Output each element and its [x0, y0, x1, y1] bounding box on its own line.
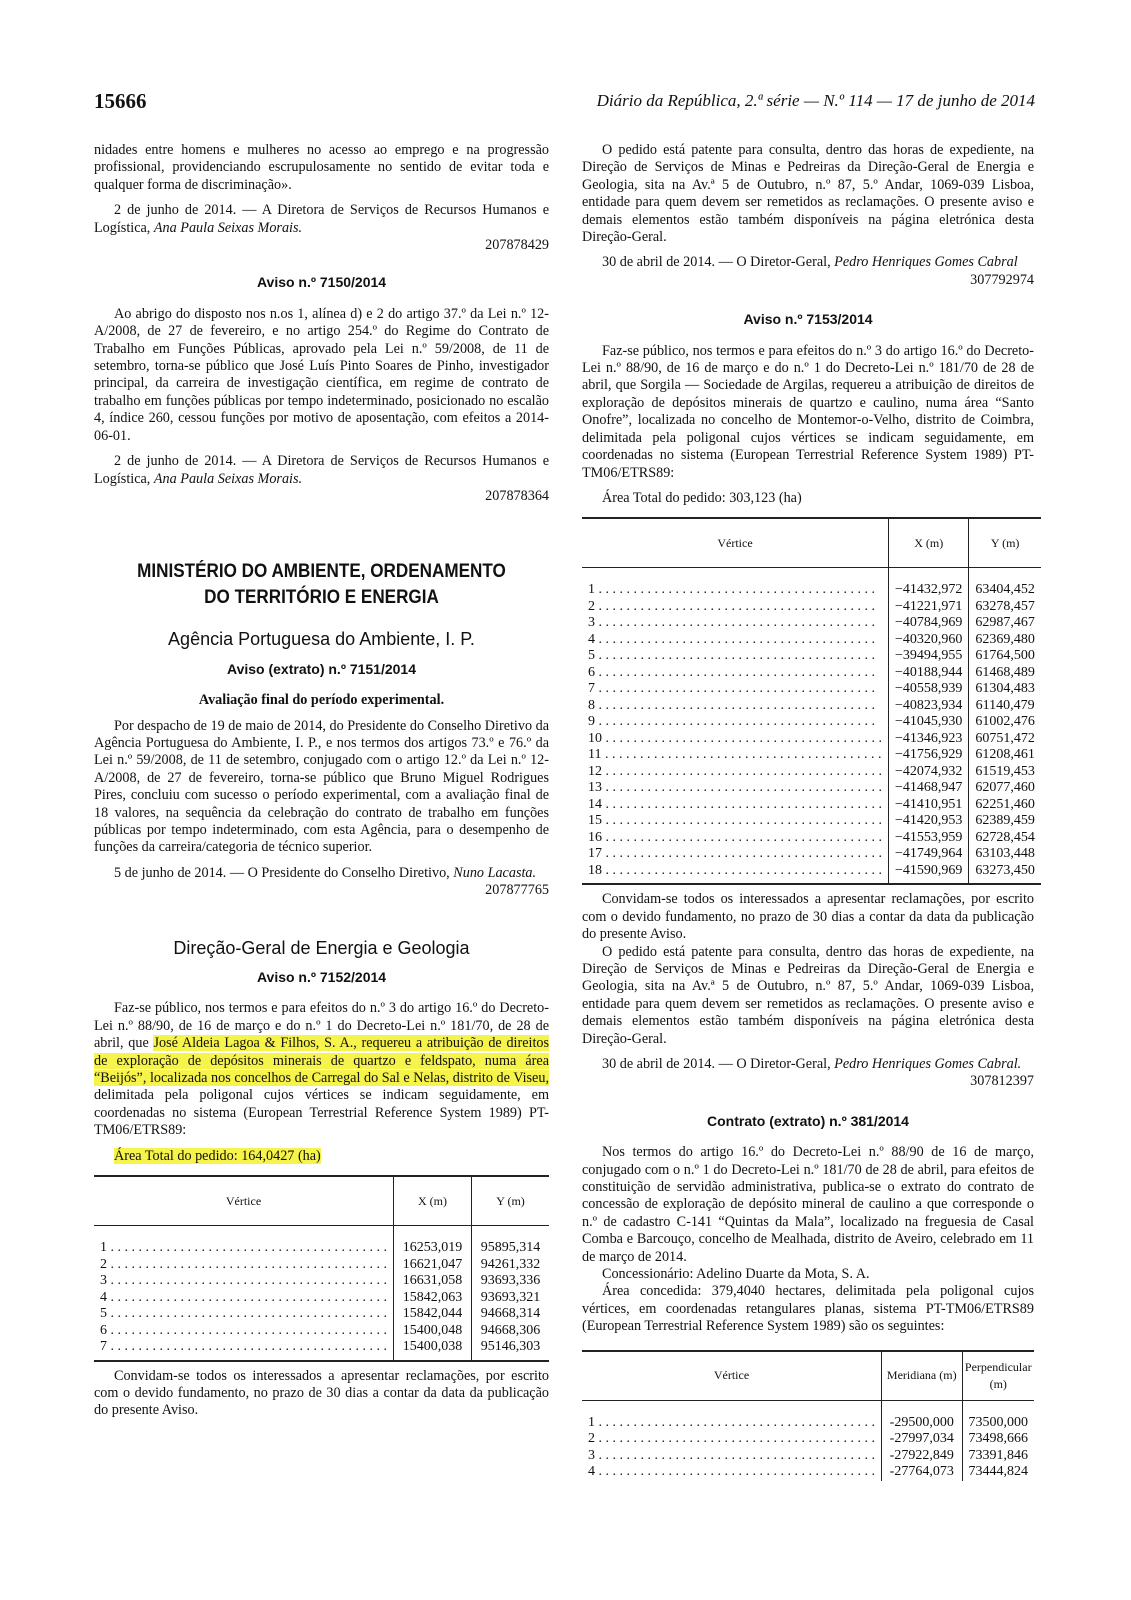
coord-table-7152 [94, 1175, 549, 1362]
vertex-number: 2 [100, 1256, 107, 1272]
table-row [582, 615, 1041, 632]
aviso-7153-body: Faz-se público, nos termos e para efeitos do n.º 3 do artigo 16.º do Decreto-Lei n.º 88/90, de 16 de março e do n.º 1 do Decreto-Lei n.º 181/70 de 28 de abril, que Sorgila — Sociedade de Argilas, requereu a atribuição de direitos de exploração de depósitos minerais de quartzo e caulino, numa área “Santo Onofre”, localizada no concelho de Montemor-o-Velho, distrito de Coimbra, delimitada pela poligonal cujos vértices se indicam seguidamente, em coordenadas no sistema (European Terrestrial Reference System 1989) PT-TM06/ETRS89: [582, 342, 1034, 481]
col-header: Perpendicular (m) [962, 1351, 1034, 1401]
left-column [94, 142, 549, 1420]
x-cell: 16253,019 [394, 1240, 472, 1257]
x-cell: −41590,969 [889, 863, 969, 885]
x-cell: −40823,934 [889, 698, 969, 715]
aviso-7151-title: Aviso (extrato) n.º 7151/2014 [226, 660, 416, 677]
signature [582, 254, 1034, 271]
aviso-7151-body: Por despacho de 19 de maio de 2014, do Presidente do Conselho Diretivo da Agência Portuguesa do Ambiente, I. P., e nos termos dos artigos 73.º e 76.º da Lei n.º 59/2008, de 11 de setembro, conjugado com o artigo 12.º da Lei n.º 12-A/2008, de 27 de fevereiro, torna-se público que Bruno Miguel Rodrigues Pires, concluiu com sucesso o período experimental, com a avaliação final de 18 valores, na sequência da celebração do contrato de trabalho em funções públicas por tempo indeterminado, com esta Agência, para o desempenho de funções da carreira/categoria de técnico superior. [94, 717, 549, 856]
x-cell: −41221,971 [889, 599, 969, 616]
x-cell: −41756,929 [889, 747, 969, 764]
table-row [94, 1339, 549, 1361]
x-cell: -27922,849 [882, 1448, 963, 1465]
aviso-7153-title: Aviso n.º 7153/2014 [743, 311, 873, 328]
vertex-number: 13 [588, 780, 602, 796]
doc-code: 207878429 [485, 237, 549, 254]
ministry-heading [117, 559, 527, 611]
vertex-cell: 4 . . . . . . . . . . . . . . . . . . . . . . . . . . . . . . . . . . . . . . . . [582, 1464, 882, 1481]
y-cell: 61468,489 [975, 664, 1035, 680]
x-cell: 15400,038 [394, 1339, 472, 1361]
table-row [582, 846, 1041, 863]
vertex-cell: 4 . . . . . . . . . . . . . . . . . . . . . . . . . . . . . . . . . . . . . . . . [582, 632, 889, 649]
contrato-body: Nos termos do artigo 16.º do Decreto-Lei n.º 88/90 de 16 de março, conjugado com o n.º 1 do Decreto-Lei n.º 181/70 de 28 de abril, para efeitos de constituição de servidão administrativa, publica-se o extrato do contrato de concessão de exploração de depósito mineral de caulino a que corresponde o n.º de cadastro C-141 “Quintas da Mala”, localizado na freguesia de Casal Comba e Barcouço, concelho de Mealhada, distrito de Aveiro, celebrado em 11 de março de 2014. [582, 1144, 1034, 1265]
y-cell: 62369,480 [975, 631, 1035, 647]
x-cell: −40188,944 [889, 665, 969, 682]
y-cell: 73498,666 [968, 1431, 1028, 1447]
y-cell: 62987,467 [975, 615, 1035, 631]
y-cell: 61002,476 [975, 714, 1035, 730]
y-cell: 62077,460 [975, 780, 1035, 796]
y-cell: 73500,000 [968, 1414, 1028, 1430]
signature-name: Ana Paula Seixas Morais. [153, 470, 303, 487]
vertex-cell: 1 . . . . . . . . . . . . . . . . . . . . . . . . . . . . . . . . . . . . . . . . [582, 1415, 882, 1432]
vertex-cell: 13 . . . . . . . . . . . . . . . . . . . . . . . . . . . . . . . . . . . . . . . . [582, 780, 889, 797]
y-cell: 95895,314 [480, 1240, 541, 1256]
vertex-cell: 6 . . . . . . . . . . . . . . . . . . . . . . . . . . . . . . . . . . . . . . . . [94, 1323, 394, 1340]
table-row [582, 632, 1041, 649]
signature-date: 5 de junho de 2014. — O Presidente do Conselho Diretivo, [114, 864, 454, 881]
y-cell: 95146,303 [472, 1339, 549, 1361]
contrato-area: Área concedida: 379,4040 hectares, delimitada pela poligonal cujos vértices, em coordenadas retangulares planas, sistema PT-TM06/ETRS89 (European Terrestrial Reference System 1989) são os seguintes: [582, 1283, 1034, 1335]
table-row [582, 1464, 1034, 1481]
signature [94, 202, 549, 237]
table-row [582, 1431, 1034, 1448]
x-cell: −41432,972 [889, 582, 969, 599]
aviso-7153-area: Área Total do pedido: 303,123 (ha) [602, 489, 802, 506]
x-cell: −41410,951 [889, 797, 969, 814]
y-cell: 63278,457 [975, 598, 1035, 614]
contrato-concessionario: Concessionário: Adelino Duarte da Mota, S. A. [602, 1266, 870, 1283]
vertex-number: 8 [588, 697, 595, 713]
x-cell: −41468,947 [889, 780, 969, 797]
signature-date: 2 de junho de 2014. — A Diretora de Serviços de Recursos Humanos e Logística, [94, 202, 549, 236]
aviso-7151-subtitle: Avaliação final do período experimental. [198, 692, 445, 709]
table-row [582, 698, 1041, 715]
vertex-number: 4 [100, 1289, 107, 1305]
aviso-7152-closing: Convidam-se todos os interessados a apresentar reclamações, por escrito com o devido fundamento, no prazo de 30 dias a contar da data da publicação do presente Aviso. [94, 1367, 549, 1419]
ministry-line: MINISTÉRIO DO AMBIENTE, ORDENAMENTO [137, 561, 506, 583]
x-cell: −42074,932 [889, 764, 969, 781]
vertex-cell: 5 . . . . . . . . . . . . . . . . . . . . . . . . . . . . . . . . . . . . . . . . [582, 648, 889, 665]
y-cell: 73444,824 [968, 1464, 1028, 1480]
highlighted-area: Área Total do pedido: 164,0427 (ha) [114, 1147, 321, 1164]
table-row [582, 665, 1041, 682]
x-cell: -27764,073 [882, 1464, 963, 1481]
vertex-cell: 7 . . . . . . . . . . . . . . . . . . . . . . . . . . . . . . . . . . . . . . . . [582, 681, 889, 698]
table-row [94, 1290, 549, 1307]
col-header: Vértice [582, 1351, 882, 1401]
signature [582, 1056, 1034, 1073]
col-header: Vértice [582, 518, 889, 568]
vertex-number: 1 [588, 1414, 595, 1430]
vertex-cell: 2 . . . . . . . . . . . . . . . . . . . . . . . . . . . . . . . . . . . . . . . . [94, 1257, 394, 1274]
y-cell: 61519,453 [975, 763, 1035, 779]
y-cell: 63404,452 [975, 582, 1035, 598]
vertex-number: 6 [588, 664, 595, 680]
vertex-cell: 9 . . . . . . . . . . . . . . . . . . . . . . . . . . . . . . . . . . . . . . . . [582, 714, 889, 731]
aviso-7150-title: Aviso n.º 7150/2014 [256, 274, 387, 291]
x-cell: 15842,044 [394, 1306, 472, 1323]
body-text: Faz-se público, nos termos e para efeitos do n.º 3 do artigo 16.º do Decreto-Lei n.º 88/90, de 16 de março e do n.º 1 do Decreto-Lei n.º 181/70, de 28 de abril, que [94, 1000, 549, 1052]
y-cell: 61140,479 [975, 697, 1035, 713]
table-row [582, 747, 1041, 764]
table-row [582, 1415, 1034, 1432]
signature-date: 30 de abril de 2014. — O Diretor-Geral, [602, 254, 835, 271]
page-number: 15666 [94, 89, 147, 113]
y-cell: 62728,454 [975, 829, 1035, 845]
x-cell: −41749,964 [889, 846, 969, 863]
x-cell: −41045,930 [889, 714, 969, 731]
table-row [582, 681, 1041, 698]
vertex-cell: 3 . . . . . . . . . . . . . . . . . . . . . . . . . . . . . . . . . . . . . . . . [582, 615, 889, 632]
table-row [94, 1306, 549, 1323]
table-row [582, 731, 1041, 748]
vertex-cell: 16 . . . . . . . . . . . . . . . . . . . . . . . . . . . . . . . . . . . . . . . . [582, 830, 889, 847]
y-cell: 93693,336 [480, 1273, 541, 1289]
consultation-paragraph: O pedido está patente para consulta, dentro das horas de expediente, na Direção de Serviços de Minas e Pedreiras da Direção-Geral de Energia e Geologia, sita na Av.ª 5 de Outubro, n.º 87, 5.º Andar, 1069-039 Lisboa, entidade para quem devem ser remetidos as reclamações. O presente aviso e demais elementos estão também disponíveis na página eletrónica desta Direção-Geral. [582, 943, 1034, 1047]
vertex-number: 4 [588, 631, 595, 647]
highlighted-text: José Aldeia Lagoa & Filhos, S. A., requereu a atribuição de direitos de exploração de depósitos minerais de quartzo e feldspato, numa área “Beijós”, localizada nos concelhos de Carregal do Sal e Nelas, distrito de Viseu, [94, 1035, 550, 1087]
vertex-number: 11 [588, 747, 602, 763]
col-header: Y (m) [969, 518, 1041, 568]
vertex-number: 12 [588, 763, 602, 779]
col-header: X (m) [889, 518, 969, 568]
vertex-cell: 14 . . . . . . . . . . . . . . . . . . . . . . . . . . . . . . . . . . . . . . . . [582, 797, 889, 814]
col-header: Meridiana (m) [882, 1351, 963, 1401]
y-cell: 94668,306 [480, 1322, 541, 1338]
vertex-number: 2 [588, 1431, 595, 1447]
vertex-number: 10 [588, 730, 602, 746]
table-row [582, 714, 1041, 731]
x-cell: 16631,058 [394, 1273, 472, 1290]
table-row [94, 1323, 549, 1340]
y-cell: 94668,314 [480, 1306, 541, 1322]
signature [94, 865, 549, 882]
vertex-number: 2 [588, 598, 595, 614]
vertex-number: 5 [588, 648, 595, 664]
x-cell: 15842,063 [394, 1290, 472, 1307]
body-text: delimitada pela poligonal cujos vértices se indicam seguidamente, em coordenadas no sistema (European Terrestrial Reference System 1989) PT-TM06/ETRS89: [94, 1087, 549, 1139]
y-cell: 63103,448 [975, 846, 1035, 862]
table-row [94, 1273, 549, 1290]
y-cell: 62389,459 [975, 813, 1035, 829]
x-cell: −39494,955 [889, 648, 969, 665]
x-cell: 15400,048 [394, 1323, 472, 1340]
signature-name: Ana Paula Seixas Morais. [153, 219, 303, 236]
vertex-cell: 12 . . . . . . . . . . . . . . . . . . . . . . . . . . . . . . . . . . . . . . . . [582, 764, 889, 781]
table-row [582, 863, 1041, 885]
vertex-number: 9 [588, 714, 595, 730]
vertex-number: 16 [588, 829, 602, 845]
vertex-cell: 4 . . . . . . . . . . . . . . . . . . . . . . . . . . . . . . . . . . . . . . . . [94, 1290, 394, 1307]
vertex-cell: 3 . . . . . . . . . . . . . . . . . . . . . . . . . . . . . . . . . . . . . . . . [582, 1448, 882, 1465]
y-cell: 61764,500 [975, 648, 1035, 664]
vertex-number: 3 [100, 1273, 107, 1289]
y-cell: 73391,846 [968, 1447, 1028, 1463]
consultation-paragraph: O pedido está patente para consulta, dentro das horas de expediente, na Direção de Serviços de Minas e Pedreiras da Direção-Geral de Energia e Geologia, sita na Av.ª 5 de Outubro, n.º 87, 5.º Andar, 1069-039 Lisboa, entidade para quem devem ser remetidos as reclamações. O presente aviso e demais elementos estão também disponíveis na página eletrónica desta Direção-Geral. [582, 142, 1034, 246]
y-cell: 61304,483 [975, 681, 1035, 697]
x-cell: −41553,959 [889, 830, 969, 847]
table-row [582, 582, 1041, 599]
col-header: Vértice [94, 1176, 394, 1226]
vertex-number: 3 [588, 1447, 595, 1463]
vertex-cell: 6 . . . . . . . . . . . . . . . . . . . . . . . . . . . . . . . . . . . . . . . . [582, 665, 889, 682]
x-cell: -27997,034 [882, 1431, 963, 1448]
ministry-line: DO TERRITÓRIO E ENERGIA [204, 587, 439, 609]
agency-heading: Agência Portuguesa do Ambiente, I. P. [168, 629, 475, 650]
doc-code: 207878364 [485, 487, 549, 504]
journal-header: Diário da República, 2.ª série — N.º 114 — 17 de junho de 2014 [596, 91, 1035, 110]
x-cell: −40558,939 [889, 681, 969, 698]
vertex-number: 1 [588, 582, 595, 598]
vertex-cell: 11 . . . . . . . . . . . . . . . . . . . . . . . . . . . . . . . . . . . . . . . . [582, 747, 889, 764]
vertex-number: 4 [588, 1464, 595, 1480]
vertex-number: 5 [100, 1306, 107, 1322]
coord-table-7153 [582, 517, 1041, 885]
aviso-7152-area [94, 1148, 549, 1165]
aviso-7152-title: Aviso n.º 7152/2014 [256, 969, 387, 985]
vertex-cell: 10 . . . . . . . . . . . . . . . . . . . . . . . . . . . . . . . . . . . . . . . . [582, 731, 889, 748]
table-row [582, 830, 1041, 847]
vertex-number: 1 [100, 1240, 107, 1256]
x-cell: 16621,047 [394, 1257, 472, 1274]
col-header: X (m) [394, 1176, 472, 1226]
vertex-cell: 7 . . . . . . . . . . . . . . . . . . . . . . . . . . . . . . . . . . . . . . . . [94, 1339, 394, 1361]
vertex-number: 17 [588, 846, 602, 862]
vertex-cell: 2 . . . . . . . . . . . . . . . . . . . . . . . . . . . . . . . . . . . . . . . . [582, 599, 889, 616]
table-row [582, 764, 1041, 781]
vertex-number: 18 [588, 862, 602, 878]
vertex-cell: 3 . . . . . . . . . . . . . . . . . . . . . . . . . . . . . . . . . . . . . . . . [94, 1273, 394, 1290]
vertex-cell: 1 . . . . . . . . . . . . . . . . . . . . . . . . . . . . . . . . . . . . . . . . [582, 582, 889, 599]
signature-date: 2 de junho de 2014. — A Diretora de Serviços de Recursos Humanos e Logística, [94, 453, 549, 487]
y-cell: 63273,450 [969, 863, 1041, 885]
signature-name: Pedro Henriques Gomes Cabral. [834, 1055, 1022, 1072]
table-row [94, 1257, 549, 1274]
doc-code: 307792974 [970, 271, 1034, 288]
dgeg-heading: Direção-Geral de Energia e Geologia [173, 937, 470, 958]
vertex-number: 6 [100, 1322, 107, 1338]
x-cell: −40784,969 [889, 615, 969, 632]
vertex-cell: 2 . . . . . . . . . . . . . . . . . . . . . . . . . . . . . . . . . . . . . . . . [582, 1431, 882, 1448]
table-row [582, 813, 1041, 830]
table-row [582, 648, 1041, 665]
intro-paragraph: nidades entre homens e mulheres no acesso ao emprego e na progressão profissional, providenciando escrupulosamente no sentido de evitar toda e qualquer forma de discriminação». [94, 142, 549, 193]
vertex-number: 7 [100, 1339, 107, 1355]
vertex-number: 15 [588, 813, 602, 829]
x-cell: −41346,923 [889, 731, 969, 748]
vertex-cell: 5 . . . . . . . . . . . . . . . . . . . . . . . . . . . . . . . . . . . . . . . . [94, 1306, 394, 1323]
x-cell: −41420,953 [889, 813, 969, 830]
y-cell: 61208,461 [975, 747, 1035, 763]
x-cell: -29500,000 [882, 1415, 963, 1432]
aviso-7150-body: Ao abrigo do disposto nos n.os 1, alínea d) e 2 do artigo 37.º da Lei n.º 12-A/2008, de 27 de fevereiro, e no artigo 254.º do Regime do Contrato de Trabalho em Funções Públicas, aprovado pela Lei n.º 59/2008, de 11 de setembro, torna-se público que José Luís Pinto Soares de Pinho, investigador principal, da carreira de investigação científica, em regime de contrato de trabalho em funções públicas por tempo indeterminado, posicionado no escalão 4, índice 260, cessou funções por motivo de aposentação, com efeitos a 2014-06-01. [94, 305, 549, 444]
aviso-7152-body [94, 1000, 549, 1139]
doc-code: 207877765 [485, 882, 549, 899]
y-cell: 62251,460 [975, 796, 1035, 812]
table-row [582, 797, 1041, 814]
vertex-cell: 8 . . . . . . . . . . . . . . . . . . . . . . . . . . . . . . . . . . . . . . . . [582, 698, 889, 715]
vertex-number: 14 [588, 796, 602, 812]
vertex-cell: 18 . . . . . . . . . . . . . . . . . . . . . . . . . . . . . . . . . . . . . . . . [582, 863, 889, 885]
vertex-cell: 17 . . . . . . . . . . . . . . . . . . . . . . . . . . . . . . . . . . . . . . . . [582, 846, 889, 863]
vertex-number: 7 [588, 681, 595, 697]
col-header: Y (m) [472, 1176, 549, 1226]
y-cell: 94261,332 [480, 1256, 541, 1272]
x-cell: −40320,960 [889, 632, 969, 649]
right-column [582, 142, 1034, 1487]
contrato-381-title: Contrato (extrato) n.º 381/2014 [707, 1112, 909, 1129]
table-row [582, 1448, 1034, 1465]
signature-name: Nuno Lacasta. [453, 864, 537, 881]
table-row [94, 1240, 549, 1257]
vertex-number: 3 [588, 615, 595, 631]
vertex-cell: 15 . . . . . . . . . . . . . . . . . . . . . . . . . . . . . . . . . . . . . . . . [582, 813, 889, 830]
table-row [582, 780, 1041, 797]
aviso-7153-closing: Convidam-se todos os interessados a apresentar reclamações, por escrito com o devido fundamento, no prazo de 30 dias a contar da data da publicação do presente Aviso. [582, 891, 1034, 943]
doc-code: 307812397 [970, 1073, 1034, 1090]
y-cell: 60751,472 [975, 730, 1035, 746]
signature-name: Pedro Henriques Gomes Cabral [834, 254, 1018, 271]
signature-date: 30 de abril de 2014. — O Diretor-Geral, [602, 1055, 835, 1072]
coord-table-381 [582, 1350, 1034, 1481]
table-row [582, 599, 1041, 616]
signature [94, 453, 549, 488]
y-cell: 93693,321 [480, 1289, 541, 1305]
vertex-cell: 1 . . . . . . . . . . . . . . . . . . . . . . . . . . . . . . . . . . . . . . . . [94, 1240, 394, 1257]
